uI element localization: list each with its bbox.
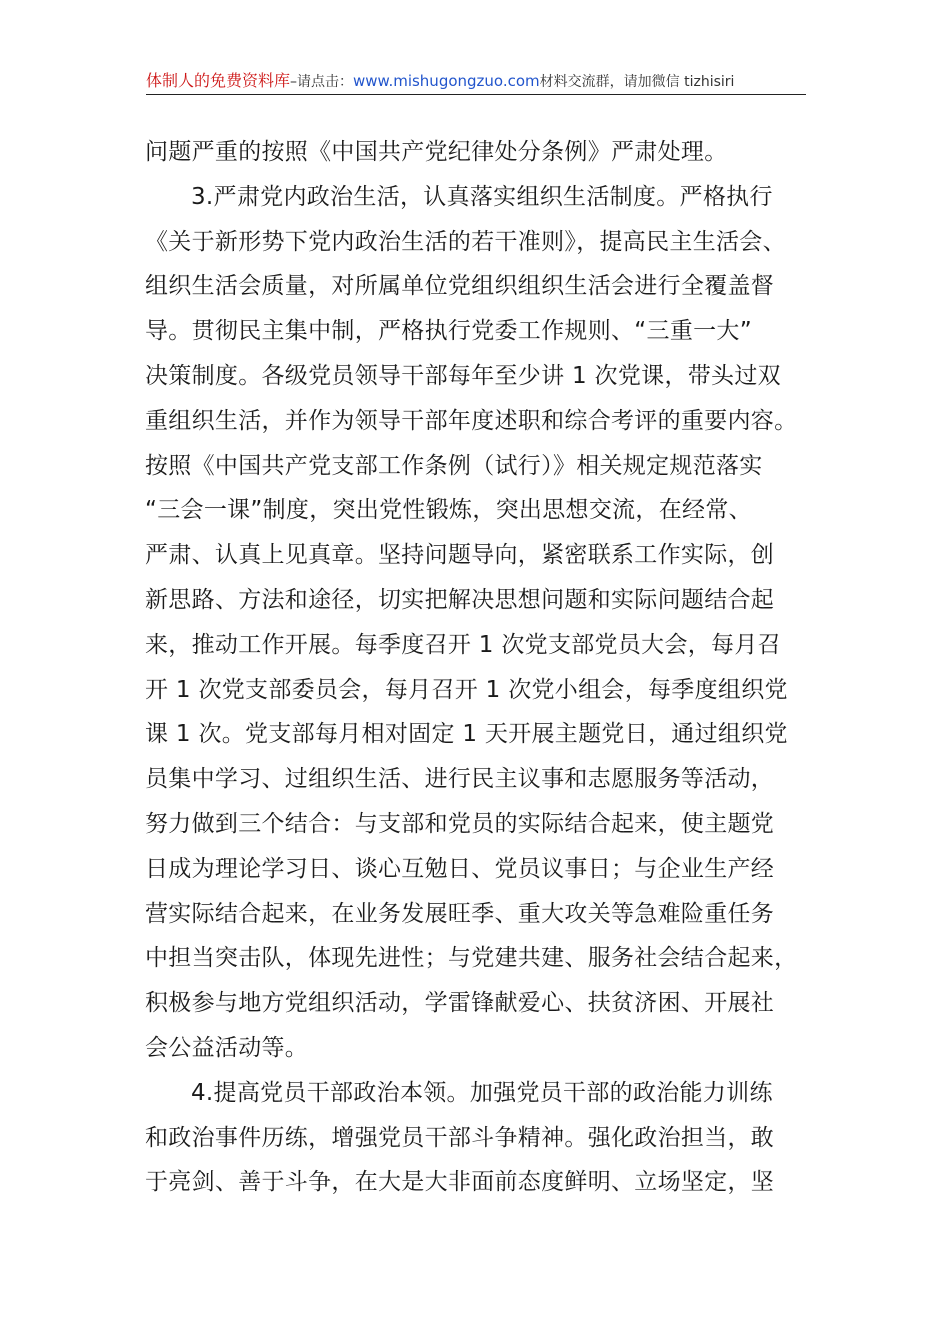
text-line: 来，推动工作开展。每季度召开 1 次党支部党员大会，每月召 xyxy=(145,631,781,658)
text-line: 决策制度。各级党员领导干部每年至少讲 1 次党课，带头过双 xyxy=(145,362,781,389)
text-line: 导。贯彻民主集中制，严格执行党委工作规则、“三重一大” xyxy=(145,318,752,345)
document-body xyxy=(145,130,815,1205)
text-line: 按照《中国共产党支部工作条例（试行）》相关规定规范落实 xyxy=(145,452,763,479)
header-tail: 材料交流群，请加微信 tizhisiri xyxy=(539,74,735,90)
text-line: “三会一课”制度，突出党性锻炼，突出思想交流，在经常、 xyxy=(145,497,752,524)
header-brand: 体制人的免费资料库 xyxy=(146,71,291,90)
text-line: 会公益活动等。 xyxy=(145,1034,309,1061)
header-url-link[interactable]: www.mishugongzuo.com xyxy=(353,72,540,90)
page-header xyxy=(146,68,806,95)
text-line: 和政治事件历练，增强党员干部斗争精神。强化政治担当，敢 xyxy=(145,1124,775,1151)
text-line: 于亮剑、善于斗争，在大是大非面前态度鲜明、立场坚定，坚 xyxy=(145,1169,775,1196)
text-line: 严肃、认真上见真章。坚持问题导向，紧密联系工作实际，创 xyxy=(145,542,775,569)
text-line: 开 1 次党支部委员会，每月召开 1 次党小组会，每季度组织党 xyxy=(145,676,788,703)
text-line: 中担当突击队，体现先进性；与党建共建、服务社会结合起来， xyxy=(145,945,798,972)
header-prompt: –请点击： xyxy=(290,74,354,90)
text-line: 4.提高党员干部政治本领。加强党员干部的政治能力训练 xyxy=(191,1079,773,1106)
text-line: 营实际结合起来，在业务发展旺季、重大攻关等急难险重任务 xyxy=(145,900,775,927)
text-line: 课 1 次。党支部每月相对固定 1 天开展主题党日，通过组织党 xyxy=(145,721,788,748)
text-line: 组织生活会质量，对所属单位党组织组织生活会进行全覆盖督 xyxy=(145,273,775,300)
text-line: 新思路、方法和途径，切实把解决思想问题和实际问题结合起 xyxy=(145,586,775,613)
text-line: 3.严肃党内政治生活，认真落实组织生活制度。严格执行 xyxy=(191,183,773,210)
text-line: 努力做到三个结合：与支部和党员的实际结合起来，使主题党 xyxy=(145,810,775,837)
text-line: 重组织生活，并作为领导干部年度述职和综合考评的重要内容。 xyxy=(145,407,798,434)
text-line: 日成为理论学习日、谈心互勉日、党员议事日；与企业生产经 xyxy=(145,855,775,882)
text-line: 员集中学习、过组织生活、进行民主议事和志愿服务等活动， xyxy=(145,766,775,793)
text-line: 积极参与地方党组织活动，学雷锋献爱心、扶贫济困、开展社 xyxy=(145,990,775,1017)
text-line: 《关于新形势下党内政治生活的若干准则》，提高民主生活会、 xyxy=(145,228,786,255)
text-line: 问题严重的按照《中国共产党纪律处分条例》严肃处理。 xyxy=(145,139,728,165)
